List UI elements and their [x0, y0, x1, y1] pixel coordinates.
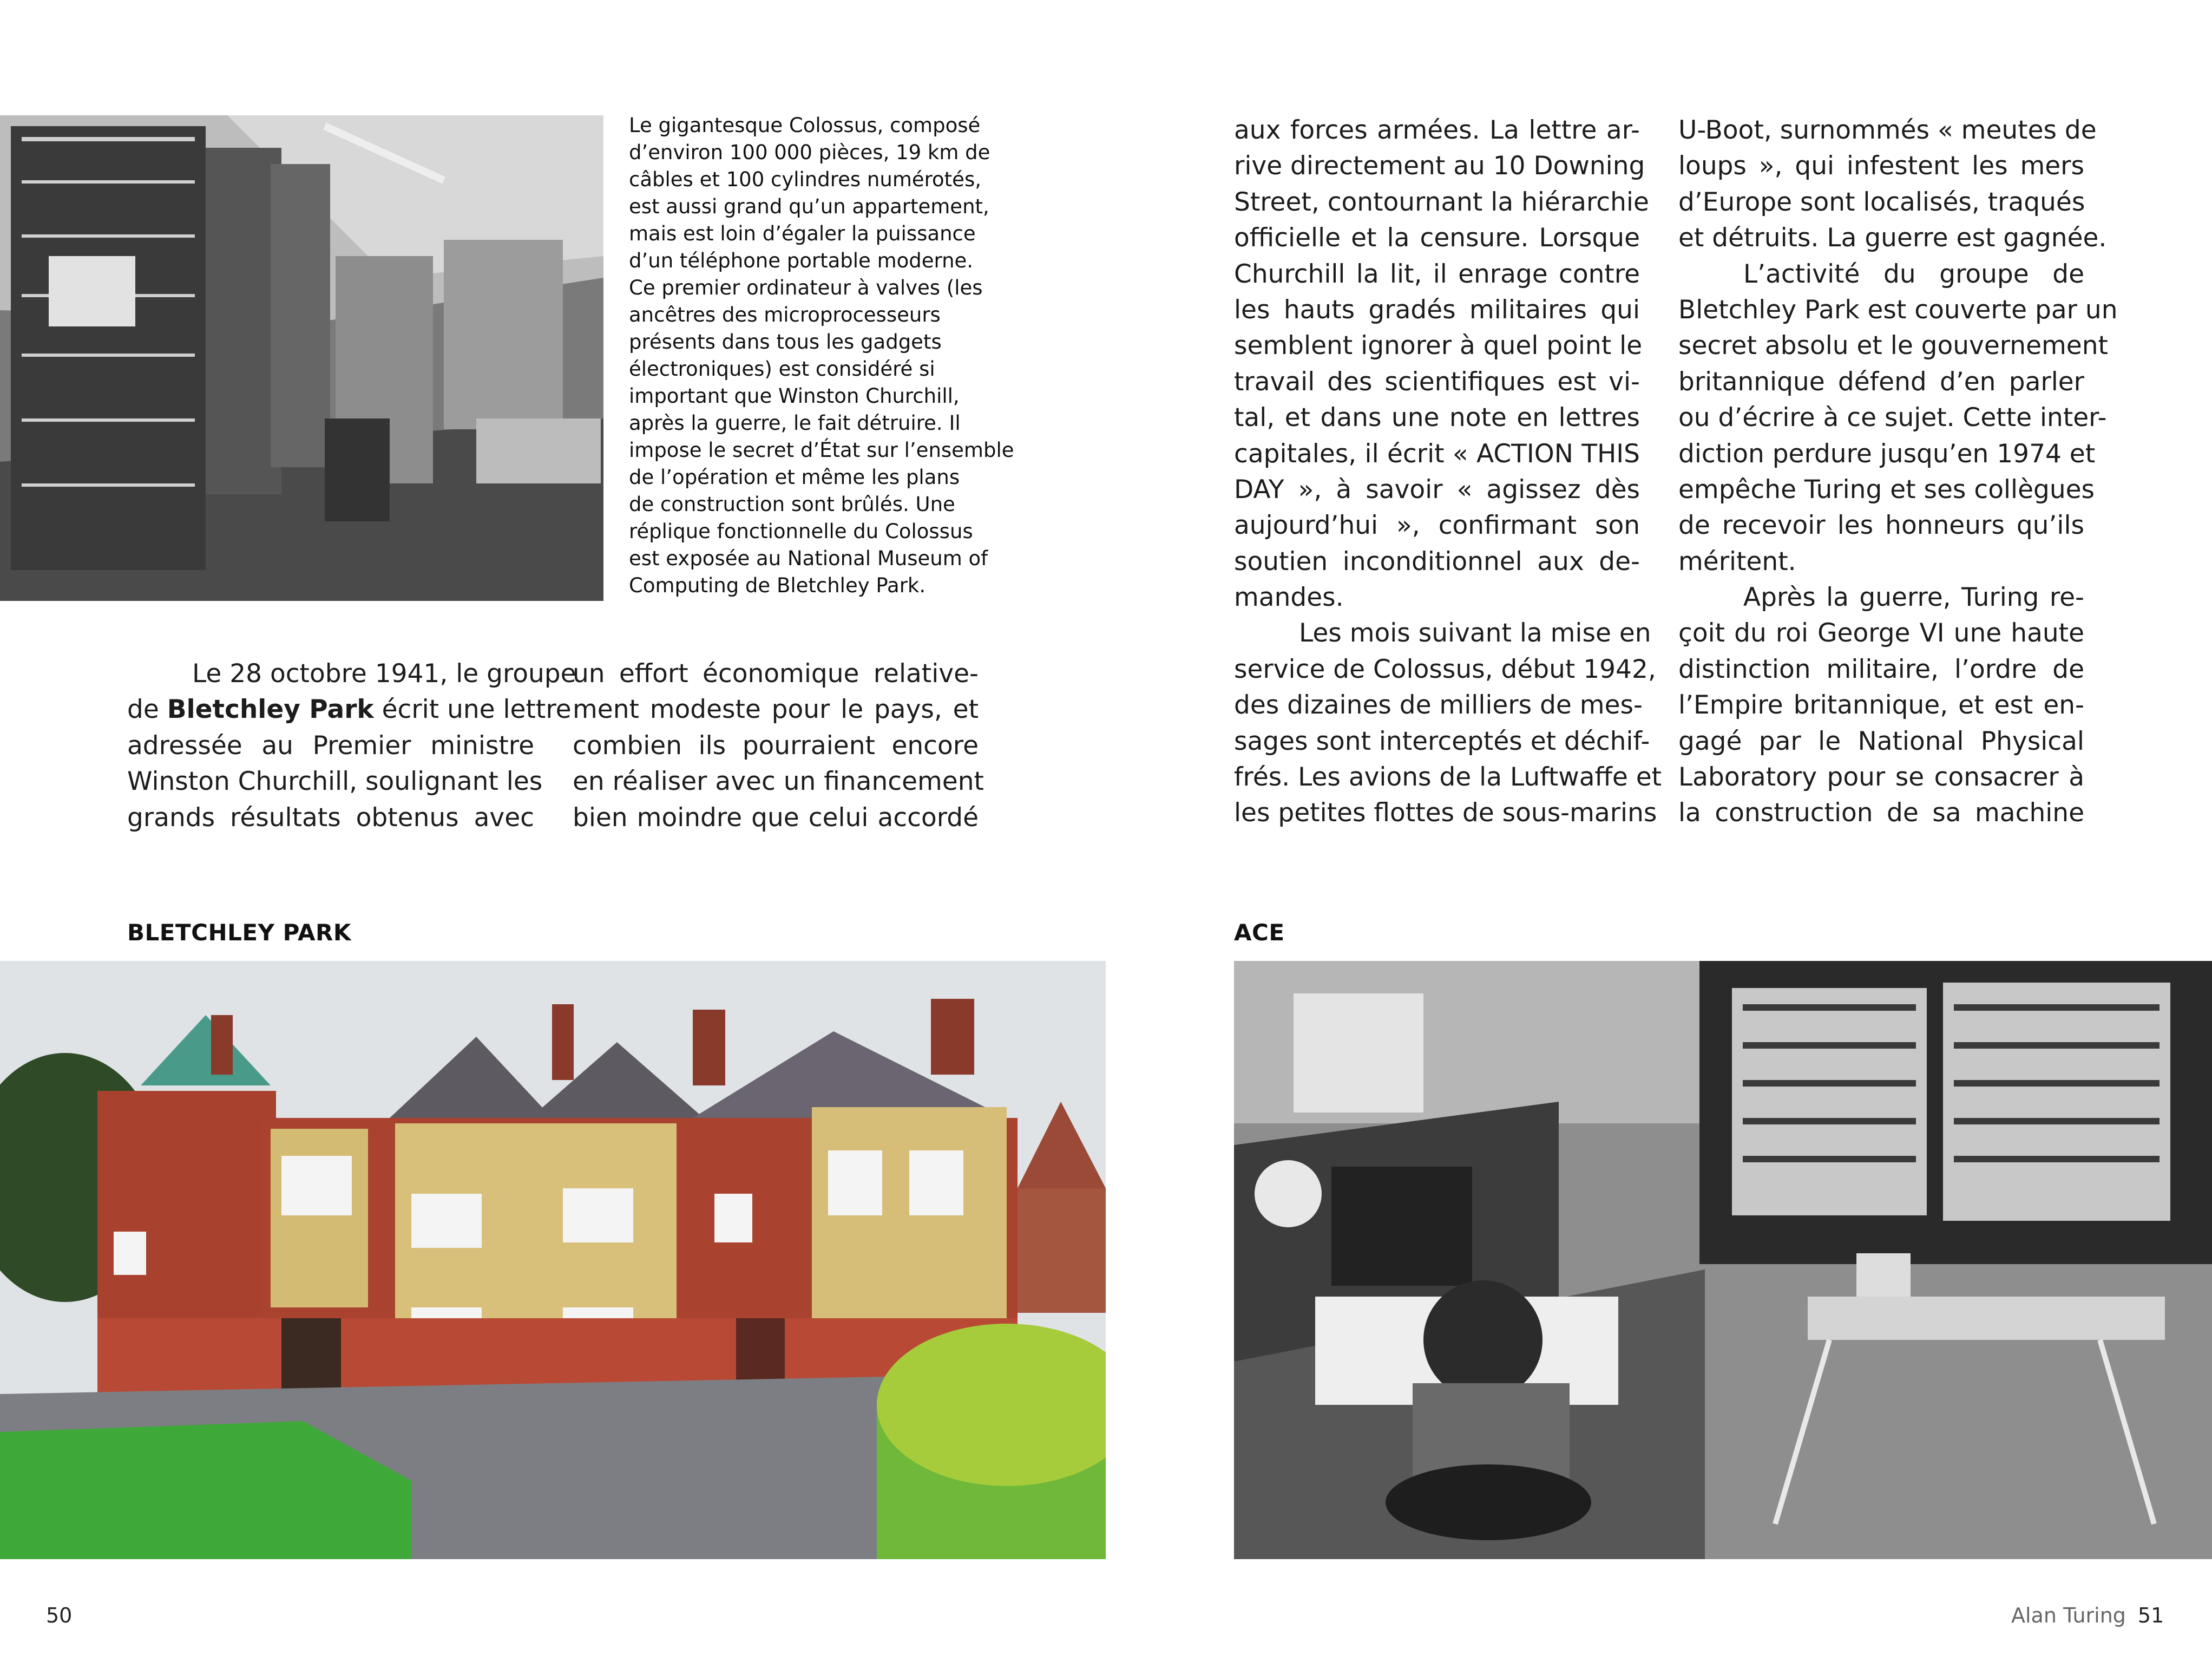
caption-line: Le gigantesque Colossus, composé	[629, 114, 981, 137]
running-title: Alan Turing	[2011, 1604, 2126, 1627]
section-heading-bletchley: BLETCHLEY PARK	[127, 919, 351, 946]
caption-line: câbles et 100 cylindres numérotés,	[629, 168, 981, 191]
body-line: frés. Les avions de la Luftwaffe et	[1234, 762, 1662, 793]
body-line: d’Europe sont localisés, traqués	[1678, 187, 2085, 217]
body-column-right-1	[1234, 113, 1662, 832]
caption-line: est exposée au National Museum of	[629, 547, 988, 570]
body-line: Churchill la lit, il enrage contre	[1234, 259, 1640, 289]
body-column-left-2	[573, 656, 984, 836]
body-line: tal, et dans une note en lettres	[1234, 403, 1640, 433]
body-text: de	[127, 695, 167, 725]
body-line: Street, contournant la hiérarchie	[1234, 187, 1649, 217]
body-line: çoit du roi George VI une haute	[1678, 618, 2084, 649]
colossus-caption	[629, 112, 1014, 599]
page-number-left: 50	[46, 1604, 73, 1627]
body-line: secret absolu et le gouvernement	[1678, 331, 2108, 361]
body-line: britannique défend d’en parler	[1678, 367, 2084, 397]
caption-line: mais est loin d’égaler la puissance	[629, 222, 976, 245]
caption-line: ancêtres des microprocesseurs	[629, 303, 941, 326]
body-line: diction perdure jusqu’en 1974 et	[1678, 439, 2096, 469]
bletchley-park-photo	[0, 961, 1106, 1559]
body-line: gagé par le National Physical	[1678, 726, 2084, 756]
caption-line: de construction sont brûlés. Une	[629, 493, 955, 516]
body-line: capitales, il écrit « ACTION THIS	[1234, 439, 1640, 469]
body-line: service de Colossus, début 1942,	[1234, 654, 1656, 684]
body-line: loups », qui infestent les mers	[1678, 151, 2084, 181]
body-line: ou d’écrire à ce sujet. Cette inter-	[1678, 403, 2107, 433]
caption-line: de l’opération et même les plans	[629, 466, 960, 489]
body-line: adressée au Premier ministre	[127, 730, 534, 761]
body-line: de recevoir les honneurs qu’ils	[1678, 511, 2084, 541]
body-line: L’activité du groupe de	[1743, 259, 2084, 289]
body-line: les petites flottes de sous-marins	[1234, 798, 1657, 828]
body-line	[127, 692, 572, 728]
caption-line: est aussi grand qu’un appartement,	[629, 195, 989, 218]
body-line: les hauts gradés militaires qui	[1234, 295, 1640, 325]
body-line: Laboratory pour se consacrer à	[1678, 762, 2084, 793]
body-line: rive directement au 10 Downing	[1234, 151, 1645, 181]
body-line: Bletchley Park est couverte par un	[1678, 295, 2118, 325]
caption-line: réplique fonctionnelle du Colossus	[629, 520, 973, 543]
page-number-right: 51	[2137, 1604, 2164, 1627]
caption-line: électroniques) est considéré si	[629, 357, 935, 381]
caption-line: après la guerre, le fait détruire. Il	[629, 411, 961, 435]
body-line: Les mois suivant la mise en	[1299, 618, 1651, 649]
body-line: des dizaines de milliers de mes-	[1234, 690, 1643, 721]
caption-line: présents dans tous les gadgets	[629, 330, 942, 354]
bold-place-name: Bletchley Park	[167, 695, 374, 725]
caption-line: d’un téléphone portable moderne.	[629, 249, 974, 272]
body-line: travail des scientifiques est vi-	[1234, 367, 1640, 397]
caption-line: impose le secret d’État sur l’ensemble	[629, 439, 1014, 462]
body-line: bien moindre que celui accordé	[573, 802, 979, 833]
body-line: sages sont interceptés et déchif-	[1234, 726, 1650, 756]
body-line: grands résultats obtenus avec	[127, 802, 534, 833]
body-line: Winston Churchill, soulignant les	[127, 767, 543, 797]
section-heading-ace: ACE	[1234, 919, 1285, 946]
body-line: ment modeste pour le pays, et	[573, 695, 979, 725]
body-line: un effort économique relative-	[573, 659, 979, 689]
body-line: empêche Turing et ses collègues	[1678, 474, 2095, 505]
body-line: distinction militaire, l’ordre de	[1678, 654, 2084, 684]
caption-line: Ce premier ordinateur à valves (les	[629, 276, 983, 299]
body-line: U-Boot, surnommés « meutes de	[1678, 115, 2097, 145]
body-line: aujourd’hui », confirmant son	[1234, 511, 1640, 541]
body-line: aux forces armées. La lettre ar-	[1234, 115, 1640, 145]
body-line: DAY », à savoir « agissez dès	[1234, 474, 1640, 505]
body-line: soutien inconditionnel aux de-	[1234, 546, 1640, 577]
body-line: Le 28 octobre 1941, le groupe	[192, 659, 576, 689]
ace-photo	[1234, 961, 2212, 1559]
body-line: et détruits. La guerre est gagnée.	[1678, 223, 2107, 253]
body-line: l’Empire britannique, et est en-	[1678, 690, 2084, 721]
body-line: en réaliser avec un financement	[573, 767, 984, 797]
body-column-right-2	[1678, 113, 2118, 832]
body-line: Après la guerre, Turing re-	[1743, 583, 2084, 613]
body-line: méritent.	[1678, 546, 1796, 577]
body-line: mandes.	[1234, 583, 1344, 613]
caption-line: important que Winston Churchill,	[629, 384, 960, 408]
page-footer-right	[2011, 1604, 2164, 1627]
body-text: écrit une lettre	[373, 695, 572, 725]
body-column-left-1	[127, 656, 576, 836]
body-line: semblent ignorer à quel point le	[1234, 331, 1643, 361]
colossus-photo	[0, 115, 603, 601]
body-line: officielle et la censure. Lorsque	[1234, 223, 1640, 253]
body-line: combien ils pourraient encore	[573, 730, 979, 761]
caption-line: Computing de Bletchley Park.	[629, 574, 926, 597]
body-line: la construction de sa machine	[1678, 798, 2084, 828]
caption-line: d’environ 100 000 pièces, 19 km de	[629, 141, 990, 164]
